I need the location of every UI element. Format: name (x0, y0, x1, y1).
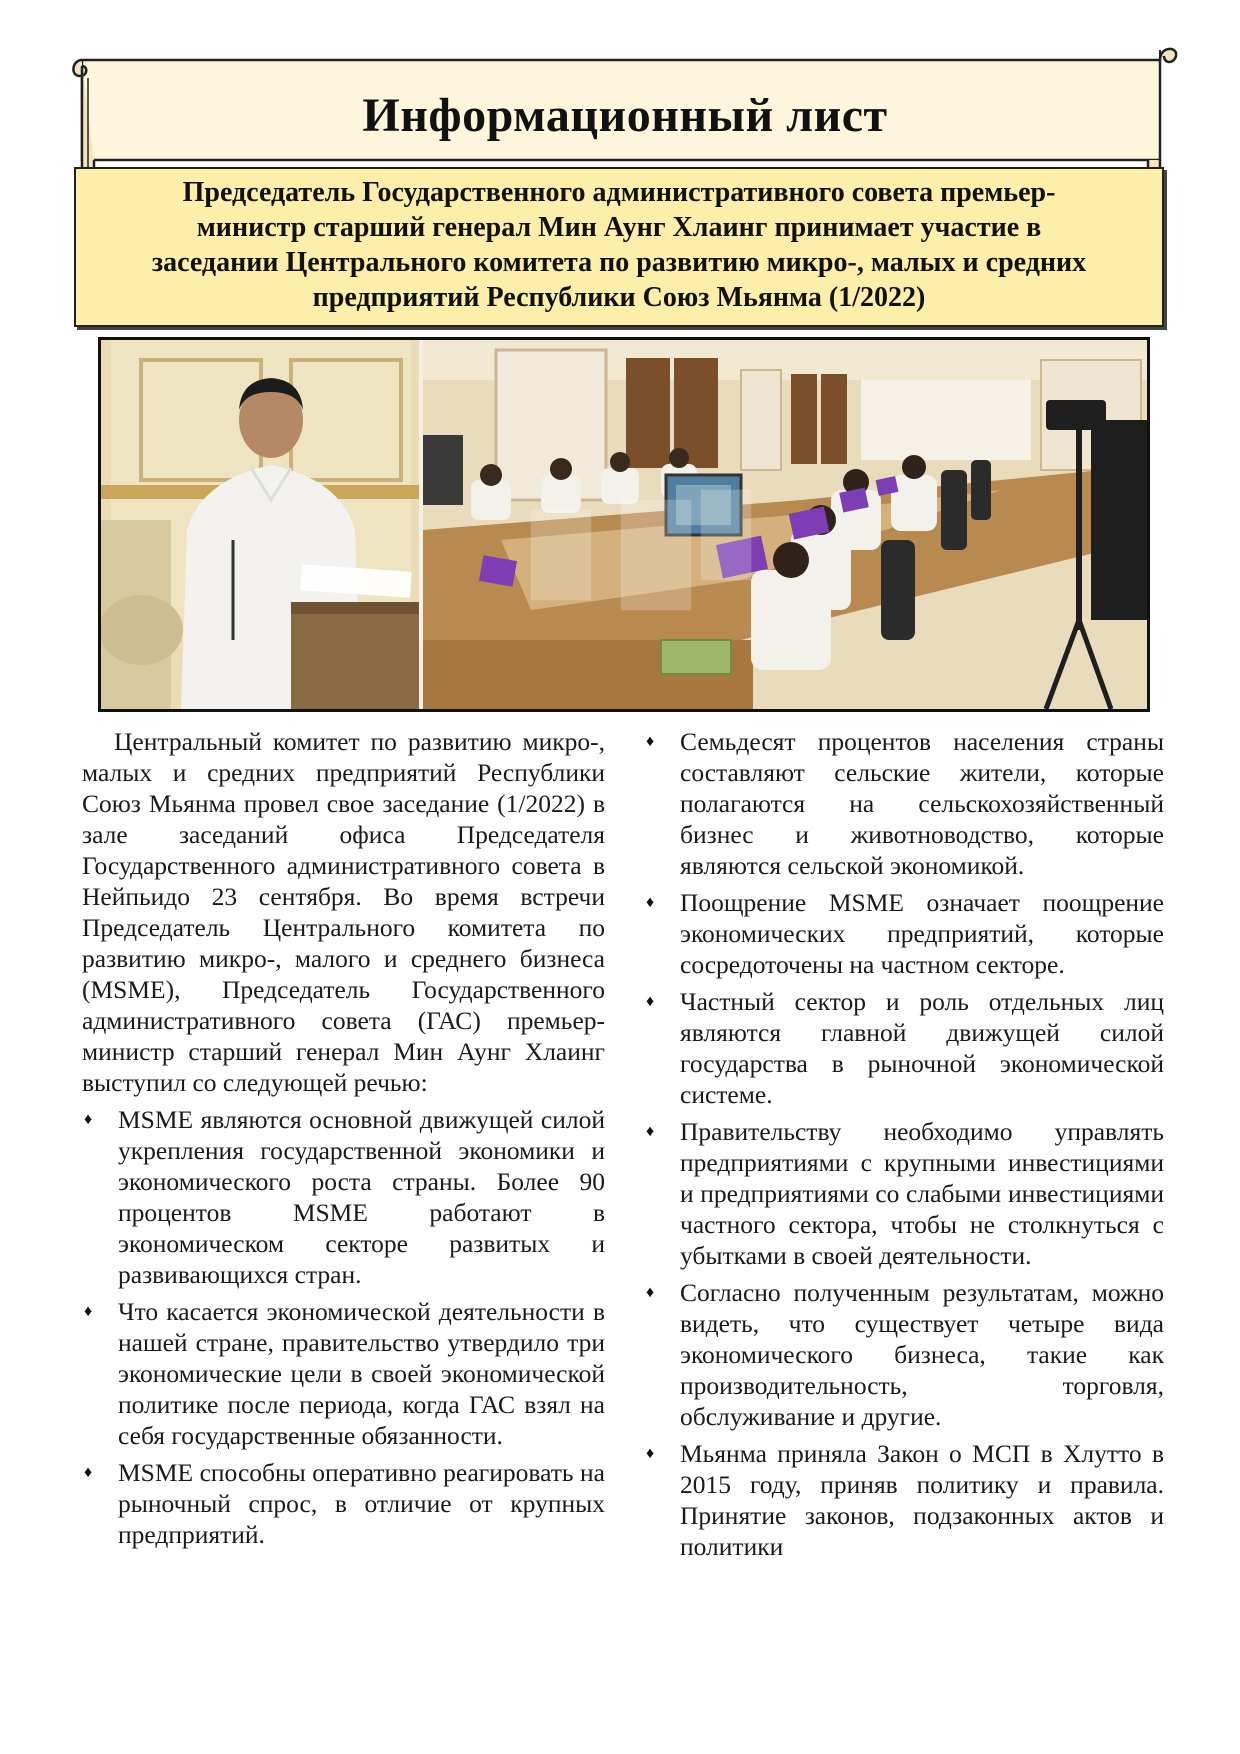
bullet-item: ♦ Правительству необходимо управлять предприятиями с крупными инвестициями и предприятиями со слабыми инвестициями частного сектора, чтобы не столкнуться с убытками в своей деятельности. (644, 1116, 1164, 1271)
title-banner (70, 42, 1180, 182)
bullet-item: ♦ MSME способны оперативно реагировать на рыночный спрос, в отличие от крупных предприятий. (82, 1457, 605, 1550)
bullet-item: ♦ Что касается экономической деятельности в нашей стране, правительство утвердило три экономические цели в своей экономической политике после периода, когда ГАС взял на себя государственные обязанности. (82, 1296, 605, 1451)
headline-line: предприятий Республики Союз Мьянма (1/2022) (312, 282, 926, 313)
right-column (644, 726, 1164, 1562)
page-title: Информационный лист (362, 89, 888, 142)
right-bullet-list (644, 726, 1164, 1562)
intro-paragraph: Центральный комитет по развитию микро-, малых и средних предприятий Республики Союз Мьянма провел свое заседание (1/2022) в зале заседаний офиса Председателя Государственного административного совета в Нейпьидо 23 сентября. Во время встречи Председатель Центрального комитета по развитию микро-, малого и среднего бизнеса (MSME), Председатель Государственного административного совета (ГАС) премьер-министр старший генерал Мин Аунг Хлаинг выступил со следующей речью: (82, 727, 605, 1097)
headline-box (74, 167, 1164, 327)
left-column (82, 726, 605, 1550)
bullet-item: ♦ MSME являются основной движущей силой укрепления государственной экономики и экономического роста страны. Более 90 процентов MSME работают в экономическом секторе развитых и развивающихся стран. (82, 1104, 605, 1290)
meeting-photo (98, 337, 1150, 712)
bullet-item: ♦ Частный сектор и роль отдельных лиц являются главной движущей силой государства в рыночной экономической системе. (644, 986, 1164, 1110)
headline-line: министр старший генерал Мин Аунг Хлаинг принимает участие в (196, 212, 1042, 243)
left-bullet-list (82, 1104, 605, 1550)
headline-line: заседании Центрального комитета по развитию микро-, малых и средних (151, 247, 1087, 278)
bullet-item: ♦ Мьянма приняла Закон о МСП в Хлутто в 2015 году, приняв политику и правила. Принятие законов, подзаконных актов и политики (644, 1438, 1164, 1562)
meeting-photo-image (101, 340, 1147, 709)
bullet-item: ♦ Семьдесят процентов населения страны составляют сельские жители, которые полагаются на сельскохозяйственный бизнес и животноводство, которые являются сельской экономикой. (644, 726, 1164, 881)
bullet-item: ♦ Согласно полученным результатам, можно видеть, что существует четыре вида экономического бизнеса, такие как производительность, торговля, обслуживание и другие. (644, 1277, 1164, 1432)
headline-line: Председатель Государственного административного совета премьер- (182, 177, 1056, 208)
bullet-item: ♦ Поощрение MSME означает поощрение экономических предприятий, которые сосредоточены на частном секторе. (644, 887, 1164, 980)
